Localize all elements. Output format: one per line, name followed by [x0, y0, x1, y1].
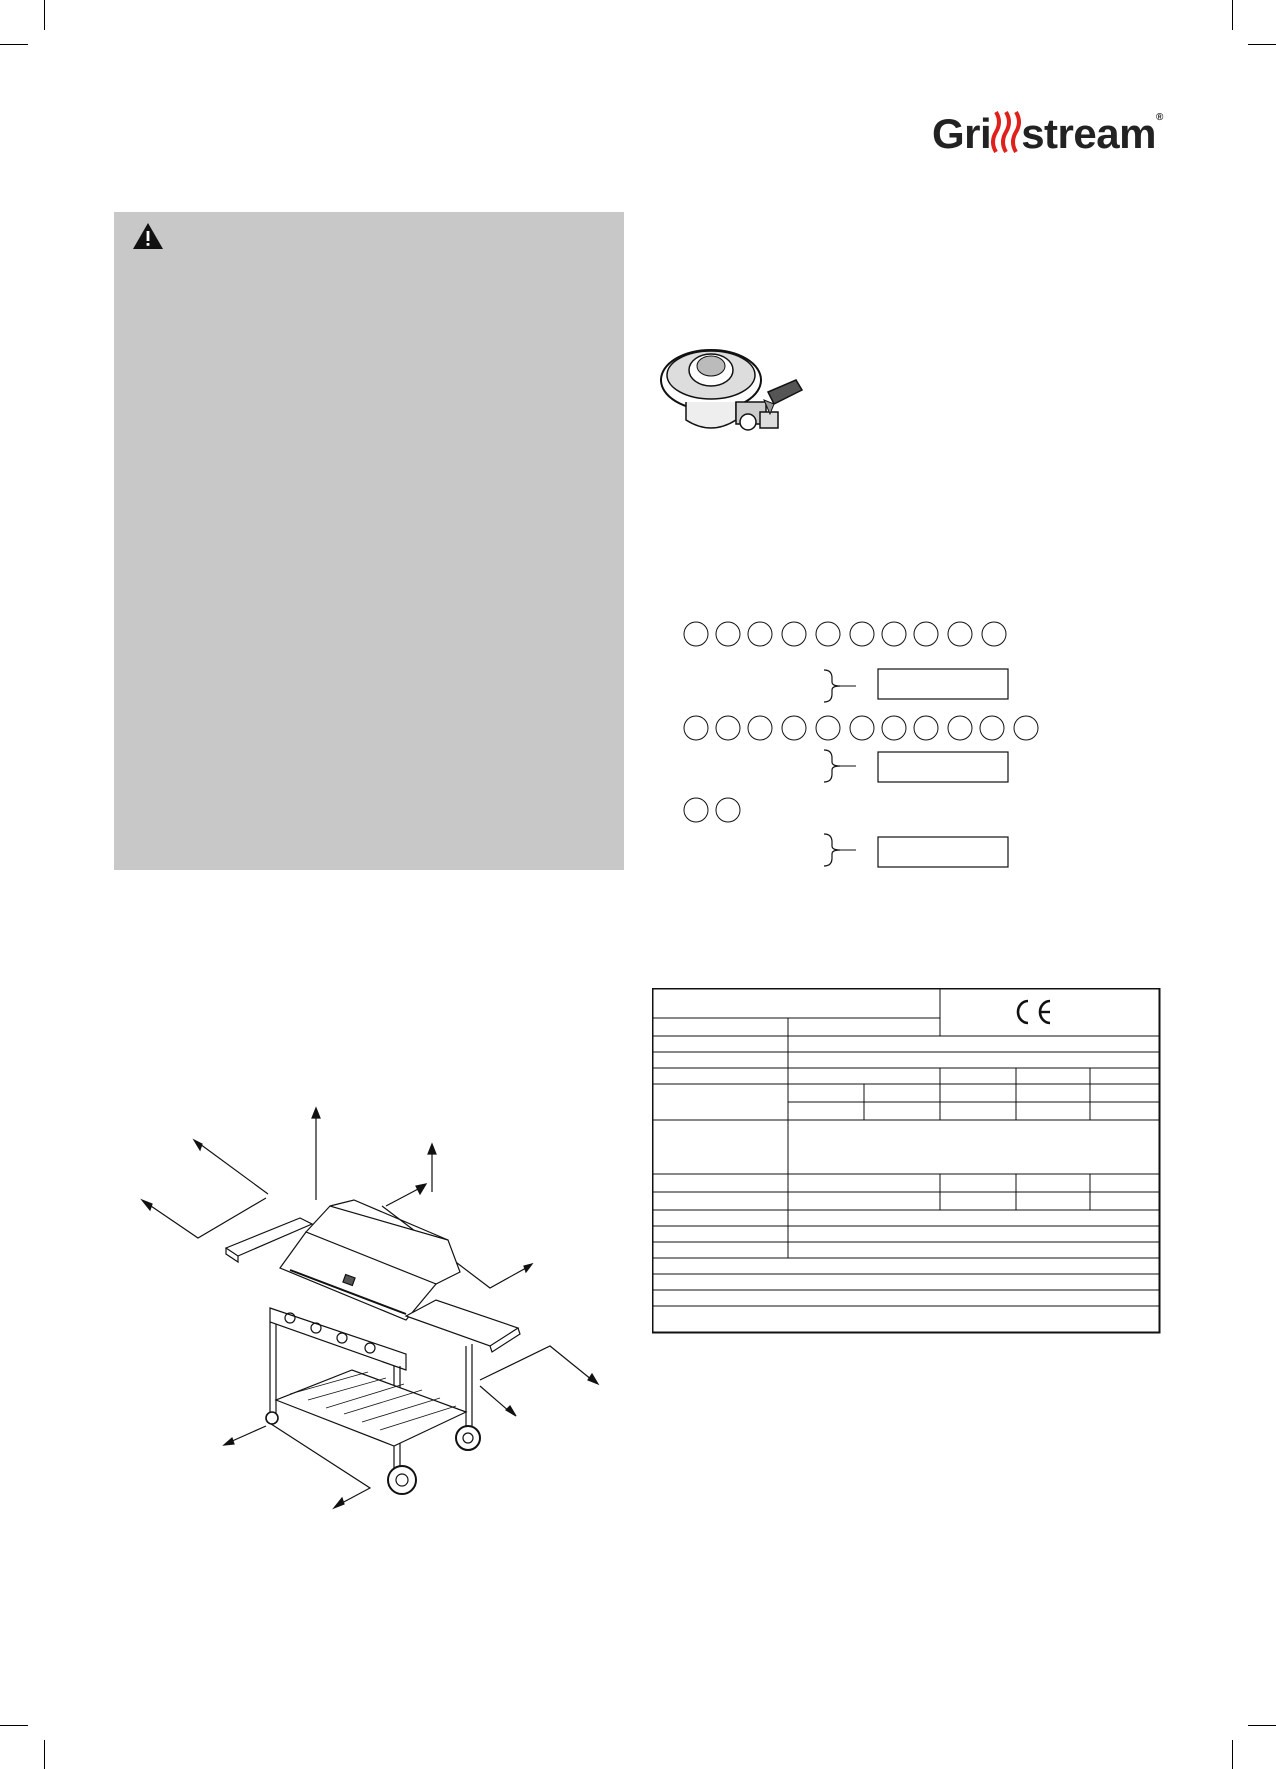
warning-triangle-icon [132, 222, 164, 250]
crop-mark-top-left-h [0, 44, 28, 45]
crop-mark-bottom-left-h [0, 1725, 28, 1726]
code-diagram [670, 616, 1070, 876]
brand-logo [932, 108, 1163, 166]
crop-mark-bottom-left-v [44, 1740, 45, 1769]
crop-mark-bottom-right-h [1248, 1725, 1276, 1726]
gas-regulator-illustration [656, 340, 816, 460]
crop-mark-top-right-v [1232, 0, 1233, 30]
crop-mark-top-right-h [1248, 44, 1276, 45]
spec-table [652, 988, 1162, 1334]
ce-mark-icon [1018, 1001, 1050, 1023]
crop-mark-top-left-v [44, 0, 45, 30]
brand-name-part2: stream [1021, 110, 1156, 158]
flame-wave-icon [991, 108, 1021, 166]
registered-mark: ® [1155, 112, 1163, 123]
gas-grill-illustration [130, 1100, 610, 1520]
brand-name-part1: Gri [932, 110, 992, 158]
warning-box [114, 212, 624, 870]
crop-mark-bottom-right-v [1232, 1740, 1233, 1769]
